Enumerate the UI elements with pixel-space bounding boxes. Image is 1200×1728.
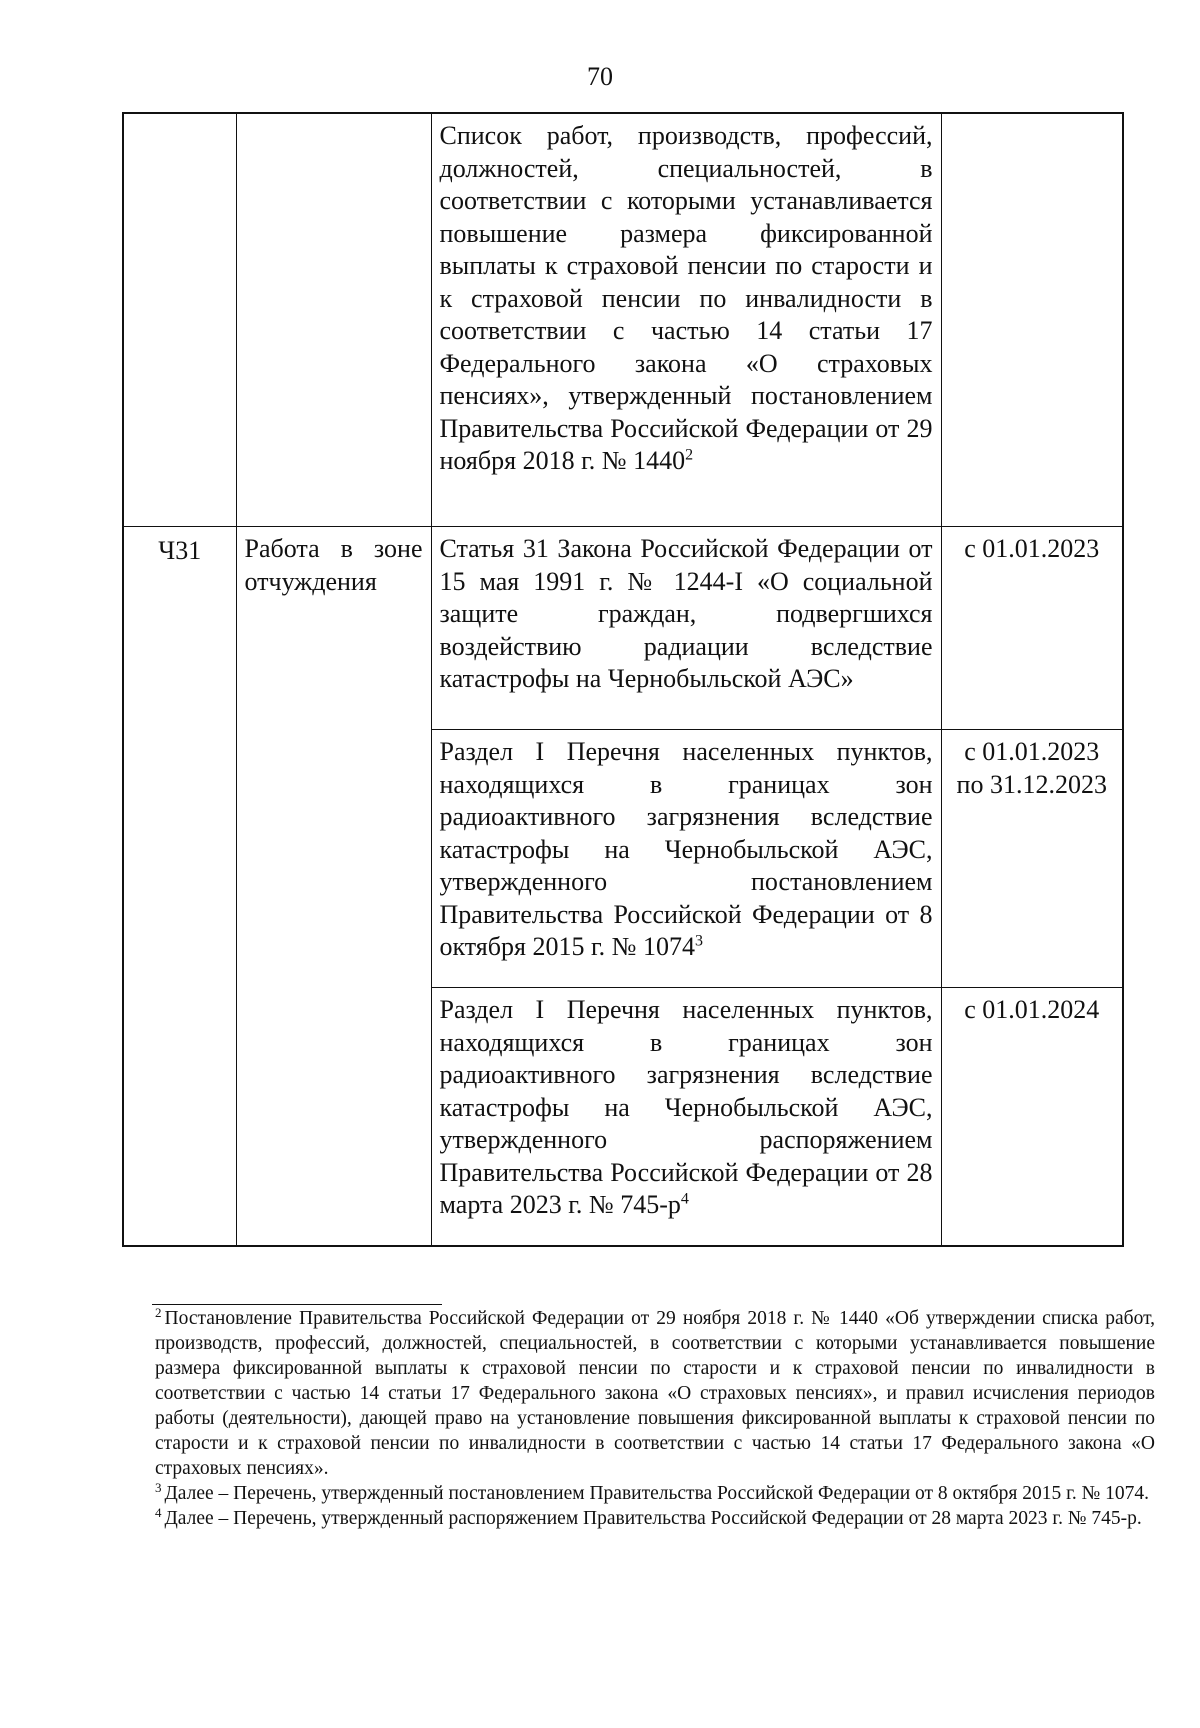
footnote-mark: 2 bbox=[155, 1304, 162, 1320]
legal-table bbox=[122, 112, 1124, 1247]
footnote-text: Далее – Перечень, утвержденный распоряжением Правительства Российской Федерации от 28 марта 2023 г. № 745-р. bbox=[164, 1508, 1142, 1529]
legal-act-cell bbox=[431, 113, 941, 527]
footnote-mark: 3 bbox=[155, 1479, 162, 1495]
footnote-2 bbox=[155, 1306, 1155, 1481]
table-row bbox=[123, 113, 1123, 527]
table-row bbox=[123, 527, 1123, 730]
footnote-4 bbox=[155, 1506, 1155, 1531]
row-code bbox=[123, 113, 236, 527]
footnote-text: Далее – Перечень, утвержденный постановлением Правительства Российской Федерации от 8 октября 2015 г. № 1074. bbox=[164, 1483, 1150, 1504]
footnotes bbox=[155, 1306, 1155, 1531]
footnote-3 bbox=[155, 1481, 1155, 1506]
row-code: Ч31 bbox=[123, 527, 236, 1247]
row-name: Работа в зоне отчуждения bbox=[236, 527, 431, 1247]
footnote-ref: 4 bbox=[680, 1190, 689, 1208]
validity-date: с 01.01.2023 по 31.12.2023 bbox=[941, 730, 1123, 988]
footnote-ref: 3 bbox=[695, 932, 703, 950]
row-name bbox=[236, 113, 431, 527]
legal-act-text: Раздел I Перечня населенных пунктов, находящихся в границах зон радиоактивного загрязнения вследствие катастрофы на Чернобыльской АЭС, утвержденного распоряжением Правительства Российской Федерации от 28 марта 2023 г. № 745-р bbox=[439, 995, 933, 1219]
legal-act-cell bbox=[431, 988, 941, 1247]
footnote-ref: 2 bbox=[685, 446, 694, 464]
footnote-mark: 4 bbox=[155, 1504, 162, 1520]
legal-act-cell bbox=[431, 527, 941, 730]
legal-act-text: Список работ, производств, профессий, должностей, специальностей, в соответствии с которыми устанавливается повышение размера фиксированной выплаты к страховой пенсии по старости и к страховой пенсии по инвалидности в соответствии с частью 14 статьи 17 Федерального закона «О страховых пенсиях», утвержденный постановлением Правительства Российской Федерации от 29 ноября 2018 г. № 1440 bbox=[439, 121, 933, 475]
footnote-text: Постановление Правительства Российской Федерации от 29 ноября 2018 г. № 1440 «Об утверждении списка работ, производств, профессий, должностей, специальностей, в соответствии с которыми устанавливается повышение размера фиксированной выплаты к страховой пенсии по старости и к страховой пенсии по инвалидности в соответствии с частью 14 статьи 17 Федерального закона «О страховых пенсиях», и правил исчисления периодов работы (деятельности), дающей право на установление повышения фиксированной выплаты к страховой пенсии по старости и к страховой пенсии по инвалидности в соответствии с частью 14 статьи 17 Федерального закона «О страховых пенсиях». bbox=[155, 1308, 1155, 1479]
legal-act-cell bbox=[431, 730, 941, 988]
validity-date bbox=[941, 113, 1123, 527]
validity-date: с 01.01.2024 bbox=[941, 988, 1123, 1247]
legal-act-text: Статья 31 Закона Российской Федерации от 15 мая 1991 г. № 1244-I «О социальной защите граждан, подвергшихся воздействию радиации вследствие катастрофы на Чернобыльской АЭС» bbox=[439, 534, 933, 693]
footnote-separator bbox=[152, 1304, 442, 1305]
validity-date: с 01.01.2023 bbox=[941, 527, 1123, 730]
page-number: 70 bbox=[587, 62, 613, 91]
legal-act-text: Раздел I Перечня населенных пунктов, находящихся в границах зон радиоактивного загрязнения вследствие катастрофы на Чернобыльской АЭС, утвержденного постановлением Правительства Российской Федерации от 8 октября 2015 г. № 1074 bbox=[439, 737, 933, 961]
